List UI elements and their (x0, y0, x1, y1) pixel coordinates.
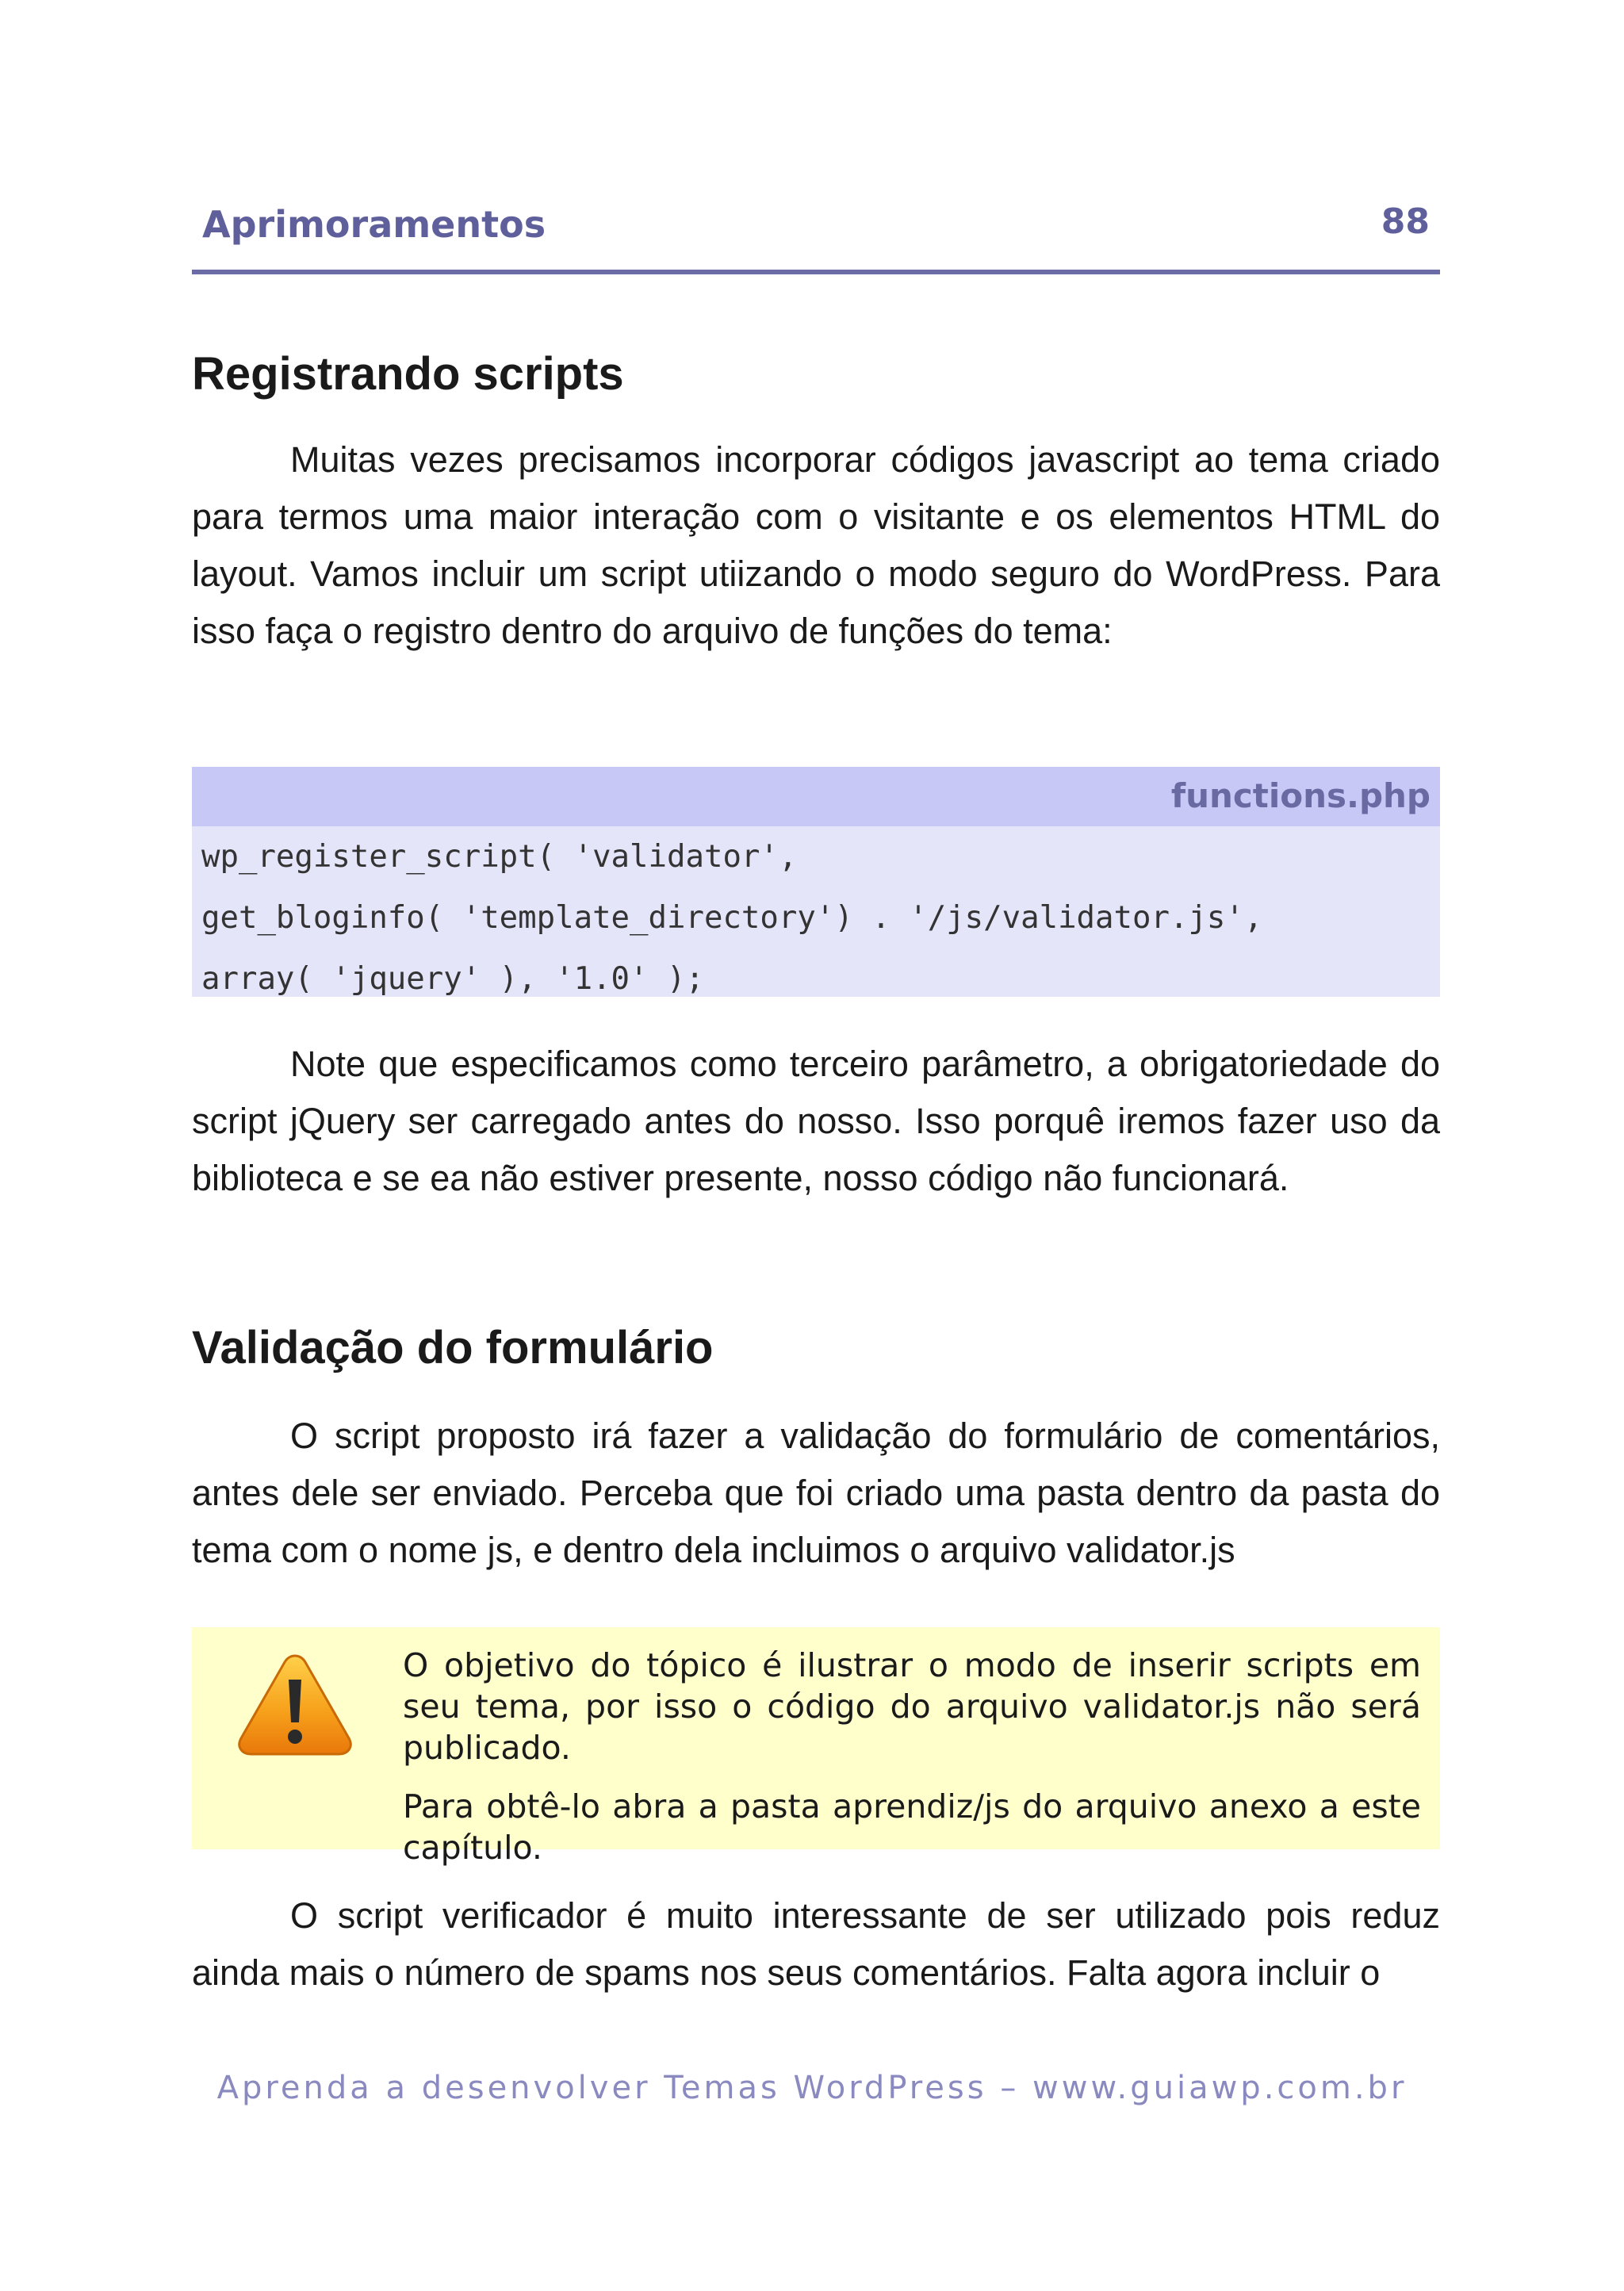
code-line: wp_register_script( 'validator', (201, 839, 798, 875)
code-block-header (192, 767, 1440, 826)
paragraph-intro: Muitas vezes precisamos incorporar códigos javascript ao tema criado para termos uma maior interação com o visitante e os elementos HTML do layout. Vamos incluir um script utiizando o modo seguro do WordPress. Para isso faça o registro dentro do arquivo de funções do tema: (192, 439, 1440, 651)
warning-note-paragraph: Para obtê-lo abra a pasta aprendiz/js do arquivo anexo a este capítulo. (403, 1787, 1421, 1867)
chapter-title: Aprimoramentos (202, 203, 546, 246)
paragraph-closing: O script verificador é muito interessante de ser utilizado pois reduz ainda mais o número de spams nos seus comentários. Falta agora incluir o (192, 1895, 1440, 1993)
warning-note-paragraph: O objetivo do tópico é ilustrar o modo de inserir scripts em seu tema, por isso o código do arquivo validator.js não será publicado. (403, 1646, 1421, 1767)
code-line: get_bloginfo( 'template_directory') . '/js/validator.js', (201, 900, 1263, 936)
section-heading-registrando-scripts: Registrando scripts (192, 348, 624, 400)
page-header (192, 197, 1440, 274)
section-heading-validacao: Validação do formulário (192, 1322, 714, 1373)
warning-note-text (403, 1645, 1421, 1886)
paragraph-note-after-code: Note que especificamos como terceiro parâmetro, a obrigatoriedade do script jQuery ser carregado antes do nosso. Isso porquê iremos fazer uso da biblioteca e se ea não estiver presente, nosso código não funcionará. (192, 1044, 1440, 1198)
page-number: 88 (1381, 201, 1430, 242)
paragraph-validacao: O script proposto irá fazer a validação do formulário de comentários, antes dele ser enviado. Perceba que foi criado uma pasta dentro da pasta do tema com o nome js, e dentro dela incluimos o arquivo validator.js (192, 1416, 1440, 1570)
warning-icon (236, 1651, 354, 1757)
page-footer: Aprenda a desenvolver Temas WordPress – www.guiawp.com.br (216, 2070, 1408, 2106)
code-line: array( 'jquery' ), '1.0' ); (201, 961, 704, 997)
code-filename: functions.php (1170, 776, 1431, 815)
code-lines (192, 826, 1440, 1009)
warning-note-box (192, 1627, 1440, 1867)
code-block (192, 767, 1440, 997)
